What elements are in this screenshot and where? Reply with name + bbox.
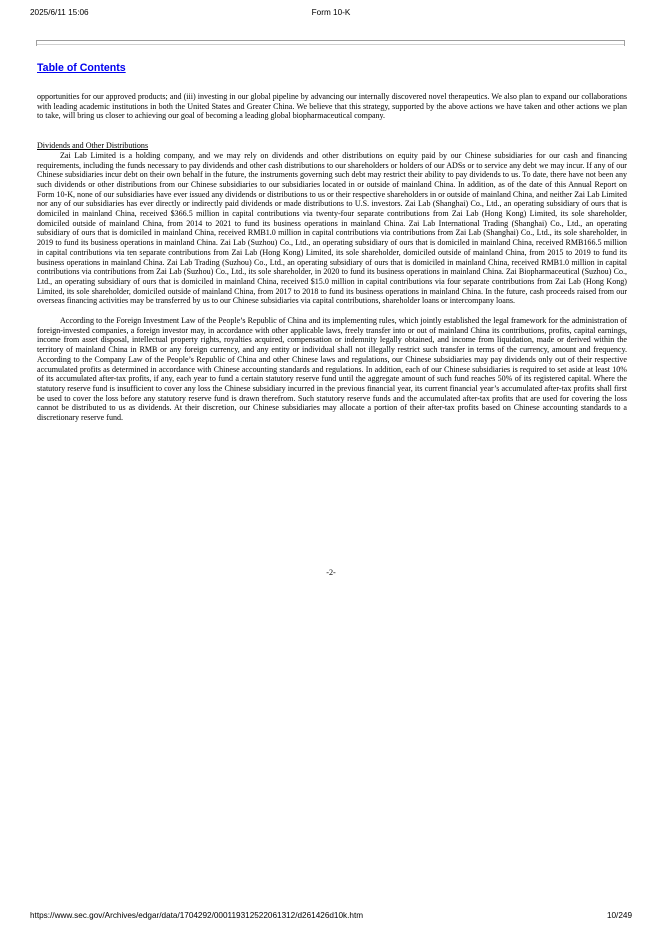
print-url: https://www.sec.gov/Archives/edgar/data/1704292/000119312522061312/d261426d10k.htm [30,911,364,920]
foreign-investment-paragraph: According to the Foreign Investment Law of the People’s Republic of China and its implementing rules, which jointly established the legal framework for the administration of foreign-invested companies, a foreign investor may, in accordance with other applicable laws, freely transfer into or out of mainland China its contributions, profits, capital earnings, income from asset disposal, intellectual property rights, royalties acquired, compensation or indemnity legally obtained, and income from liquidation, made or derived within the territory of mainland China in RMB or any foreign currency, and any entity or individual shall not illegally restrict such transfer in terms of the currency, amount and frequency. According to the Company Law of the People’s Republic of China and other Chinese laws and regulations, our Chinese subsidiaries may pay dividends only out of their respective accumulated profits as determined in accordance with Chinese accounting standards and regulations. In addition, each of our Chinese subsidiaries is required to set aside at least 10% of its accumulated after-tax profits, if any, each year to fund a certain statutory reserve fund until the aggregate amount of such fund reaches 50% of its registered capital. Where the statutory reserve fund is insufficient to cover any loss the Chinese subsidiary incurred in the previous financial year, its current financial year’s accumulated after-tax profits shall first be used to cover the loss before any statutory reserve fund is drawn therefrom. Such statutory reserve funds and the accumulated after-tax profits that are used for covering the loss cannot be distributed to us as dividends. At their discretion, our Chinese subsidiaries may allocate a portion of their after-tax profits based on Chinese accounting standards to a discretionary reserve fund. [37,316,627,423]
rule-tick-left [36,40,37,46]
dividends-paragraph: Zai Lab Limited is a holding company, and we may rely on dividends and other distributions on equity paid by our Chinese subsidiaries for our cash and financing requirements, including the funds necessary to pay dividends and other cash distributions to our shareholders or holders of our ADSs or to service any debt we may incur. If any of our Chinese subsidiaries incur debt on their own behalf in the future, the instruments governing such debt may restrict their ability to pay dividends to us. To date, there have not been any such dividends or other distributions from our Chinese subsidiaries to our subsidiaries located in or outside of mainland China. In addition, as of the date of this Annual Report on Form 10-K, none of our subsidiaries have ever issued any dividends or distributions to us or their respective shareholders in or outside of mainland China, and neither Zai Lab Limited nor any of our subsidiaries has ever directly or indirectly paid dividends or made distributions to U.S. investors. Zai Lab (Shanghai) Co., Ltd., an operating subsidiary of ours that is domiciled in mainland China, received $366.5 million in capital contributions via twenty-four separate contributions from Zai Lab (Hong Kong) Limited, its sole shareholder, domiciled outside of mainland China, from 2014 to 2021 to fund its business operations in mainland China. Zai Lab International Trading (Shanghai) Co., Ltd., an operating subsidiary of ours that is domiciled in mainland China, received RMB1.0 million in capital contributions via contributions from Zai Lab (Shanghai) Co., Ltd., its sole shareholder, in 2019 to fund its business operations in mainland China. Zai Lab (Suzhou) Co., Ltd., an operating subsidiary of ours that is domiciled in mainland China, received RMB166.5 million in capital contributions via ten separate contributions from Zai Lab (Hong Kong) Limited, its sole shareholder, domiciled outside of mainland China, from 2015 to 2019 to fund its business operations in mainland China. Zai Lab Trading (Suzhou) Co., Ltd., an operating subsidiary of ours that is domiciled in mainland China, received RMB1.0 million in capital contributions via contributions from Zai Lab (Suzhou) Co., Ltd., its sole shareholder, in 2020 to fund its business operations in mainland China. Zai Biopharmaceutical (Suzhou) Co., Ltd., an operating subsidiary of ours that is domiciled in mainland China, received $15.0 million in capital contributions via four separate contributions from Zai Lab (Hong Kong) Limited, its sole shareholder, domiciled outside of mainland China, from 2017 to 2018 to fund its business operations in mainland China. In the future, cash proceeds raised from our overseas financing activities may be transferred by us to our Chinese subsidiaries via capital contributions, shareholder loans or intercompany loans. [37,150,627,306]
print-doc-title: Form 10-K [311,8,351,17]
section-heading: Dividends and Other Distributions [37,141,149,151]
document-body [37,92,627,423]
print-datetime: 2025/6/11 15:06 [30,8,89,17]
print-header [30,8,632,22]
table-of-contents-link[interactable]: Table of Contents [37,62,126,74]
horizontal-rule [36,40,625,45]
print-footer [30,911,632,925]
print-page-count: 10/249 [606,911,632,920]
rule-tick-right [624,40,625,46]
page-number: -2- [326,568,336,577]
intro-paragraph: opportunities for our approved products; and (iii) investing in our global pipeline by advancing our internally discovered novel therapeutics. We also plan to expand our collaborations with leading academic institutions in both the United States and Greater China. We believe that this strategy, supported by the above actions we have taken and other actions we plan to take, will bring us closer to achieving our goal of becoming a leading global biopharmaceutical company. [37,92,627,121]
